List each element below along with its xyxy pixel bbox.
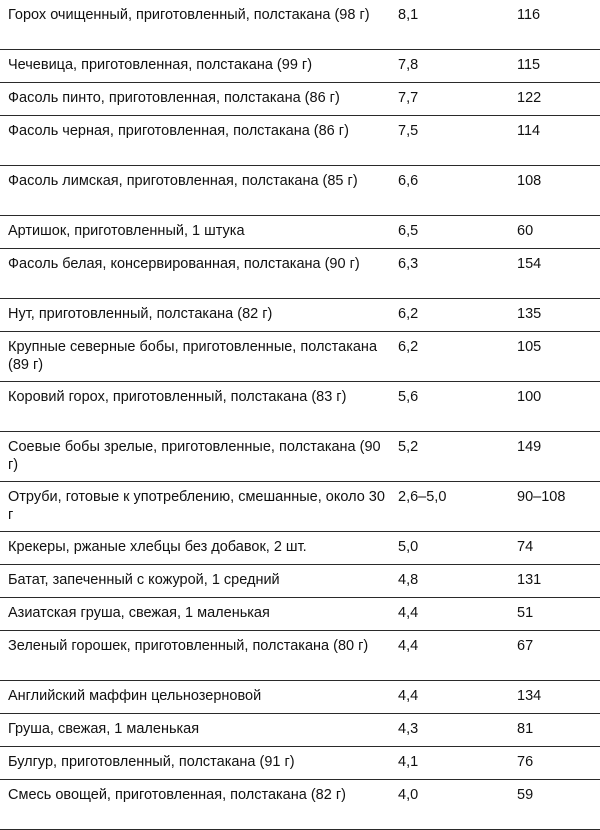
food-name-cell: Чечевица, приготовленная, полстакана (99 г) bbox=[8, 57, 313, 73]
table-row bbox=[0, 565, 600, 598]
fiber-value-cell: 4,1 bbox=[398, 754, 419, 770]
calories-value-cell: 116 bbox=[517, 7, 541, 23]
food-name-cell: Нут, приготовленный, полстакана (82 г) bbox=[8, 306, 273, 322]
calories-value-cell: 76 bbox=[517, 754, 534, 770]
food-name-cell: Отруби, готовые к употреблению, смешанные, около 30 г bbox=[8, 489, 385, 523]
table-row bbox=[0, 116, 600, 166]
calories-value-cell: 154 bbox=[517, 256, 542, 272]
fiber-value-cell: 6,2 bbox=[398, 339, 419, 355]
fiber-value-cell: 4,4 bbox=[398, 638, 419, 654]
fiber-value-cell: 4,8 bbox=[398, 572, 419, 588]
food-name-cell: Фасоль черная, приготовленная, полстакана (86 г) bbox=[8, 123, 349, 139]
table-row bbox=[0, 166, 600, 216]
calories-value-cell: 60 bbox=[517, 223, 534, 239]
food-name-cell: Соевые бобы зрелые, приготовленные, полстакана (90 г) bbox=[8, 439, 381, 473]
fiber-value-cell: 7,5 bbox=[398, 123, 419, 139]
food-name-cell: Горох очищенный, приготовленный, полстакана (98 г) bbox=[8, 7, 370, 23]
table-row bbox=[0, 714, 600, 747]
food-name-cell: Фасоль белая, консервированная, полстакана (90 г) bbox=[8, 256, 360, 272]
food-name-cell: Азиатская груша, свежая, 1 маленькая bbox=[8, 605, 270, 621]
fiber-value-cell: 2,6–5,0 bbox=[398, 489, 447, 505]
fiber-value-cell: 8,1 bbox=[398, 7, 419, 23]
calories-value-cell: 67 bbox=[517, 638, 534, 654]
calories-value-cell: 114 bbox=[517, 123, 541, 139]
fiber-value-cell: 5,0 bbox=[398, 539, 419, 555]
table-row bbox=[0, 0, 600, 50]
fiber-value-cell: 6,6 bbox=[398, 173, 419, 189]
fiber-value-cell: 5,6 bbox=[398, 389, 419, 405]
calories-value-cell: 108 bbox=[517, 173, 542, 189]
fiber-value-cell: 4,4 bbox=[398, 688, 419, 704]
food-name-cell: Батат, запеченный с кожурой, 1 средний bbox=[8, 572, 280, 588]
food-name-cell: Английский маффин цельнозерновой bbox=[8, 688, 262, 704]
fiber-value-cell: 7,7 bbox=[398, 90, 419, 106]
calories-value-cell: 59 bbox=[517, 787, 534, 803]
calories-value-cell: 122 bbox=[517, 90, 542, 106]
table-row bbox=[0, 432, 600, 482]
fiber-value-cell: 6,5 bbox=[398, 223, 419, 239]
table-row bbox=[0, 332, 600, 382]
calories-value-cell: 105 bbox=[517, 339, 542, 355]
fiber-value-cell: 4,4 bbox=[398, 605, 419, 621]
table-row bbox=[0, 50, 600, 83]
fiber-value-cell: 6,3 bbox=[398, 256, 419, 272]
food-name-cell: Крекеры, ржаные хлебцы без добавок, 2 шт. bbox=[8, 539, 307, 555]
table-row bbox=[0, 482, 600, 532]
table-row bbox=[0, 747, 600, 780]
calories-value-cell: 134 bbox=[517, 688, 542, 704]
calories-value-cell: 115 bbox=[517, 57, 541, 73]
calories-value-cell: 135 bbox=[517, 306, 542, 322]
fiber-value-cell: 4,3 bbox=[398, 721, 419, 737]
table-row bbox=[0, 382, 600, 432]
table-row bbox=[0, 631, 600, 681]
food-name-cell: Груша, свежая, 1 маленькая bbox=[8, 721, 200, 737]
table-row bbox=[0, 83, 600, 116]
calories-value-cell: 51 bbox=[517, 605, 534, 621]
fiber-value-cell: 6,2 bbox=[398, 306, 419, 322]
food-name-cell: Зеленый горошек, приготовленный, полстакана (80 г) bbox=[8, 638, 369, 654]
table-row bbox=[0, 532, 600, 565]
calories-value-cell: 149 bbox=[517, 439, 542, 455]
food-name-cell: Коровий горох, приготовленный, полстакана (83 г) bbox=[8, 389, 347, 405]
table-row bbox=[0, 216, 600, 249]
fiber-value-cell: 7,8 bbox=[398, 57, 419, 73]
table-row bbox=[0, 299, 600, 332]
fiber-value-cell: 4,0 bbox=[398, 787, 419, 803]
fiber-value-cell: 5,2 bbox=[398, 439, 419, 455]
calories-value-cell: 74 bbox=[517, 539, 534, 555]
calories-value-cell: 131 bbox=[517, 572, 542, 588]
food-name-cell: Крупные северные бобы, приготовленные, полстакана (89 г) bbox=[8, 339, 378, 373]
food-name-cell: Смесь овощей, приготовленная, полстакана (82 г) bbox=[8, 787, 346, 803]
table-row bbox=[0, 598, 600, 631]
food-name-cell: Фасоль лимская, приготовленная, полстакана (85 г) bbox=[8, 173, 358, 189]
calories-value-cell: 81 bbox=[517, 721, 534, 737]
food-name-cell: Фасоль пинто, приготовленная, полстакана (86 г) bbox=[8, 90, 340, 106]
table-row bbox=[0, 780, 600, 830]
calories-value-cell: 100 bbox=[517, 389, 542, 405]
calories-value-cell: 90–108 bbox=[517, 489, 566, 505]
food-name-cell: Булгур, приготовленный, полстакана (91 г) bbox=[8, 754, 295, 770]
table-row bbox=[0, 681, 600, 714]
table-row bbox=[0, 249, 600, 299]
food-name-cell: Артишок, приготовленный, 1 штука bbox=[8, 223, 245, 239]
